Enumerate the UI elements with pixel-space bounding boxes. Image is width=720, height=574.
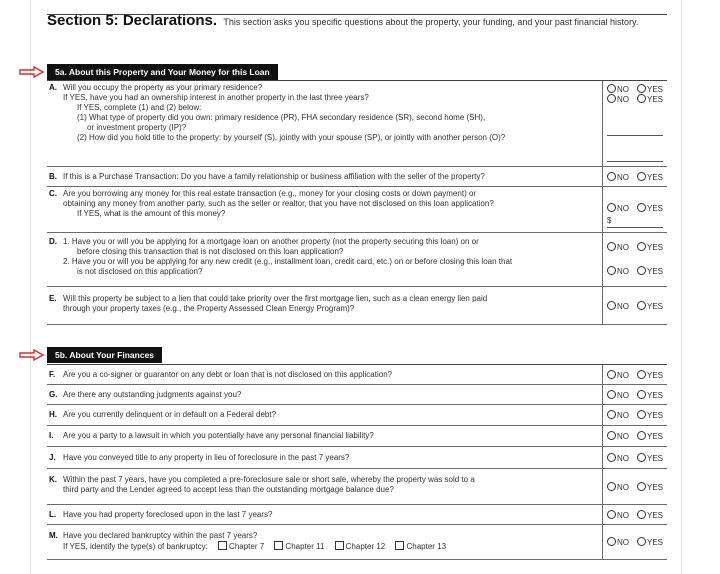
c-no-option[interactable]: NO xyxy=(607,203,629,214)
radio-icon xyxy=(607,431,616,440)
radio-icon xyxy=(607,94,616,103)
question-e-text: E. Will this property be subject to a lien that could take priority over the first mortgage lien, such as a clean energy lien paid through your property taxes (e.g., the Property Assessed Clean Energy Program)? xyxy=(49,294,488,313)
question-k-row xyxy=(47,469,667,505)
question-l-text: L. Have you had property foreclosed upon in the last 7 years? xyxy=(49,510,273,519)
question-b-answers xyxy=(602,167,667,186)
question-f-text: F. Are you a co-signer or guarantor on any debt or loan that is not disclosed on this application? xyxy=(49,370,393,379)
section-5b-bar: 5b. About Your Finances xyxy=(47,347,162,363)
d2-no-option[interactable]: NO xyxy=(607,266,629,277)
chapter-13-option[interactable]: Chapter 13 xyxy=(387,542,446,551)
question-g-row xyxy=(47,385,667,405)
radio-icon xyxy=(637,390,646,399)
radio-icon xyxy=(607,266,616,275)
question-i-answers xyxy=(602,426,667,446)
radio-icon xyxy=(607,242,616,251)
question-k-answers xyxy=(602,469,667,504)
section-title: Section 5: Declarations. xyxy=(47,12,218,29)
radio-icon xyxy=(607,410,616,419)
i-yes-option[interactable]: YES xyxy=(637,431,663,442)
e-yes-option[interactable]: YES xyxy=(637,301,663,312)
question-k-text: K. Within the past 7 years, have you completed a pre-foreclosure sale or short sale, whereby the property was sold to a third party and the Lender agreed to accept less than the outstanding mortgage balance due? xyxy=(49,475,475,494)
radio-icon xyxy=(637,431,646,440)
checkbox-icon xyxy=(274,541,283,550)
question-a-answers xyxy=(602,81,667,166)
question-g-text: G. Are there any outstanding judgments against you? xyxy=(49,390,242,399)
a1-no-option[interactable]: NO xyxy=(607,84,629,95)
radio-icon xyxy=(607,482,616,491)
f-yes-option[interactable]: YES xyxy=(637,370,663,381)
bankruptcy-types: If YES, identify the type(s) of bankruptcy: Chapter 7 Chapter 11 Chapter 12 Chapter 13 xyxy=(63,542,447,551)
radio-icon xyxy=(637,242,646,251)
b-no-option[interactable]: NO xyxy=(607,172,629,183)
radio-icon xyxy=(607,370,616,379)
radio-icon xyxy=(607,390,616,399)
property-type-field[interactable] xyxy=(607,135,663,136)
d1-yes-option[interactable]: YES xyxy=(637,242,663,253)
title-held-field[interactable] xyxy=(607,161,663,162)
radio-icon xyxy=(637,482,646,491)
question-g-answers xyxy=(602,385,667,404)
m-yes-option[interactable]: YES xyxy=(637,537,663,548)
radio-icon xyxy=(637,453,646,462)
question-c-answers xyxy=(602,187,667,232)
radio-icon xyxy=(607,203,616,212)
radio-icon xyxy=(637,410,646,419)
radio-icon xyxy=(637,203,646,212)
top-rule xyxy=(47,14,667,15)
question-m-answers xyxy=(602,525,667,559)
question-i-text: I. Are you a party to a lawsuit in which you potentially have any personal financial liability? xyxy=(49,431,374,440)
question-h-text: H. Are you currently delinquent or in default on a Federal debt? xyxy=(49,410,277,419)
g-yes-option[interactable]: YES xyxy=(637,390,663,401)
radio-icon xyxy=(607,453,616,462)
question-h-row xyxy=(47,405,667,426)
d2-yes-option[interactable]: YES xyxy=(637,266,663,277)
section-description: This section asks you specific questions about the property, your funding, and your past financial history. xyxy=(223,17,639,27)
d1-no-option[interactable]: NO xyxy=(607,242,629,253)
h-no-option[interactable]: NO xyxy=(607,410,629,421)
radio-icon xyxy=(607,301,616,310)
question-h-answers xyxy=(602,405,667,425)
radio-icon xyxy=(607,510,616,519)
question-e-row xyxy=(47,287,667,325)
question-e-answers xyxy=(602,287,667,324)
a1-yes-option[interactable]: YES xyxy=(637,84,663,95)
f-no-option[interactable]: NO xyxy=(607,370,629,381)
radio-icon xyxy=(637,537,646,546)
radio-icon xyxy=(637,370,646,379)
question-f-answers xyxy=(602,365,667,384)
chapter-11-option[interactable]: Chapter 11 xyxy=(266,542,324,551)
l-no-option[interactable]: NO xyxy=(607,510,629,521)
section-header xyxy=(47,14,667,29)
question-l-row xyxy=(47,505,667,525)
radio-icon xyxy=(637,301,646,310)
question-c-text: C. Are you borrowing any money for this real estate transaction (e.g., money for your closing costs or down payment) or obtaining any money from another party, such as the seller or realtor, that you have not disclosed on this loan application? If YES, what is the amount of this money? xyxy=(49,189,494,218)
i-no-option[interactable]: NO xyxy=(607,431,629,442)
question-d-text: D. 1. Have you or will you be applying for a mortgage loan on another property (not the property securing this loan) on or before closing this transaction that is not disclosed on this loan application? 2. Have you or will you be applying for any new credit (e.g., installment loan, credit card, etc.) on or before closing this loan that is not disclosed on this application? xyxy=(49,237,513,276)
b-yes-option[interactable]: YES xyxy=(637,172,663,183)
a2-no-option[interactable]: NO xyxy=(607,94,629,105)
h-yes-option[interactable]: YES xyxy=(637,410,663,421)
question-d-row xyxy=(47,233,667,287)
checkbox-icon xyxy=(218,541,227,550)
j-yes-option[interactable]: YES xyxy=(637,453,663,464)
question-i-row xyxy=(47,426,667,447)
c-yes-option[interactable]: YES xyxy=(637,203,663,214)
question-d-answers xyxy=(602,233,667,286)
red-arrow-icon xyxy=(19,349,45,361)
a2-yes-option[interactable]: YES xyxy=(637,94,663,105)
j-no-option[interactable]: NO xyxy=(607,453,629,464)
money-amount-field[interactable] xyxy=(607,227,663,228)
k-no-option[interactable]: NO xyxy=(607,482,629,493)
question-b-text: B. If this is a Purchase Transaction: Do you have a family relationship or business affiliation with the seller of the property? xyxy=(49,172,485,181)
question-m-row xyxy=(47,525,667,560)
dollar-sign: $ xyxy=(607,216,612,225)
question-b-row xyxy=(47,167,667,187)
radio-icon xyxy=(607,172,616,181)
declarations-page xyxy=(30,0,682,574)
chapter-12-option[interactable]: Chapter 12 xyxy=(327,542,386,551)
checkbox-icon xyxy=(335,541,344,550)
question-a-text: A. Will you occupy the property as your primary residence? If YES, have you had an ownership interest in another property in the last three years? If YES, complete (1) and (2) below: (1) What type of property did you own: primary residence (PR), FHA secondary residence (SR), second home (SH), or investment property (IP)? (2) How did you hold title to the property: by yourself (S), jointly with your spouse (SP), or jointly with another person (O)? xyxy=(49,83,506,142)
question-a-row xyxy=(47,81,667,167)
l-yes-option[interactable]: YES xyxy=(637,510,663,521)
e-no-option[interactable]: NO xyxy=(607,301,629,312)
radio-icon xyxy=(637,172,646,181)
g-no-option[interactable]: NO xyxy=(607,390,629,401)
radio-icon xyxy=(607,84,616,93)
question-j-row xyxy=(47,447,667,469)
checkbox-icon xyxy=(395,541,404,550)
question-l-answers xyxy=(602,505,667,524)
m-no-option[interactable]: NO xyxy=(607,537,629,548)
question-c-row xyxy=(47,187,667,233)
section-5a-bar: 5a. About this Property and Your Money for this Loan xyxy=(47,64,278,80)
question-j-answers xyxy=(602,447,667,468)
radio-icon xyxy=(637,266,646,275)
question-j-text: J. Have you conveyed title to any property in lieu of foreclosure in the past 7 years? xyxy=(49,453,350,462)
radio-icon xyxy=(607,537,616,546)
question-f-row xyxy=(47,365,667,385)
red-arrow-icon xyxy=(19,66,45,78)
radio-icon xyxy=(637,84,646,93)
k-yes-option[interactable]: YES xyxy=(637,482,663,493)
radio-icon xyxy=(637,94,646,103)
question-m-text: M. Have you declared bankruptcy within the past 7 years? If YES, identify the type(s) of bankruptcy: Chapter 7 Chapter 11 Chapter 12 Chapter 13 xyxy=(49,531,601,552)
radio-icon xyxy=(637,510,646,519)
chapter-7-option[interactable]: Chapter 7 xyxy=(210,542,264,551)
